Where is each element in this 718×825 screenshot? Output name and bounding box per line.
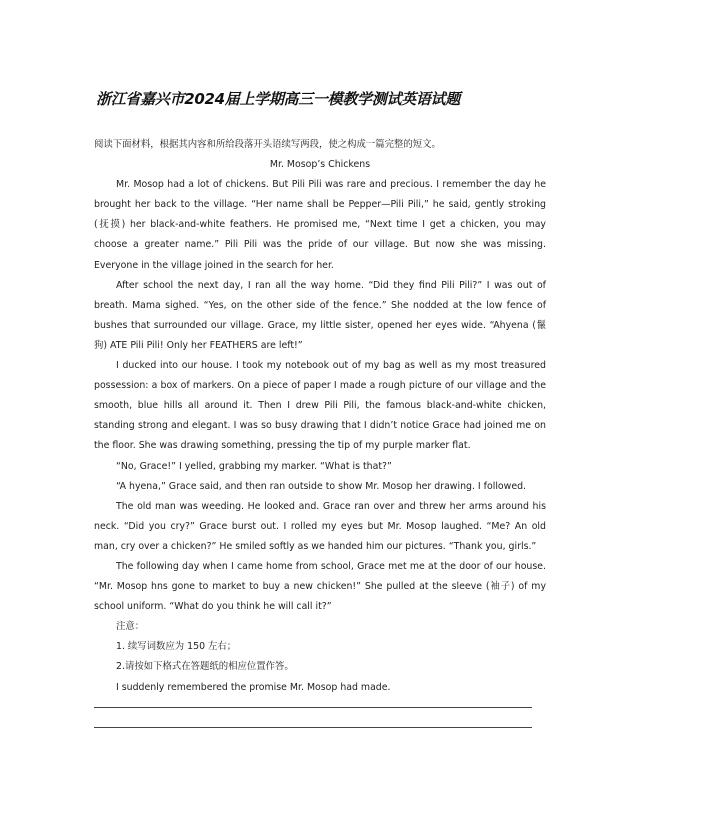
story-paragraph: After school the next day, I ran all the way home. “Did they find Pili Pili?” I was out of breath. Mama sighed. “Yes, on the other side of the fence.” She nodded at the low fence of bushes that surrounded our village. Grace, my little sister, opened her eyes wide. “Ahyena (鬣狗) ATE Pili Pili! Only her FEATHERS are left!” [94, 279, 546, 351]
note-item: 1. 续写词数应为 150 左右； [116, 641, 237, 653]
story-paragraph: “No, Grace!” I yelled, grabbing my marker. “What is that?” [116, 460, 392, 472]
story-paragraph: The following day when I came home from school, Grace met me at the door of our house. “Mr. Mosop hns gone to market to buy a new chicken!” She pulled at the sleeve (袖子) of my school uniform. “What do you think he will call it?” [94, 560, 546, 613]
story-paragraph: The old man was weeding. He looked and. Grace ran over and threw her arms around his neck. “Did you cry?” Grace burst out. I rolled my eyes but Mr. Mosop laughed. “Me? An old man, cry over a chicken?” He smiled softly as we handed him our pictures. “Thank you, girls.” [94, 500, 546, 552]
story-paragraph: “A hyena,” Grace said, and then ran outside to show Mr. Mosop her drawing. I followed. [116, 480, 527, 492]
story-paragraph: I ducked into our house. I took my notebook out of my bag as well as my most treasured possession: a box of markers. On a piece of paper I made a rough picture of our village and the smooth, blue hills all around it. Then I drew Pili Pili, the famous black-and-white chicken, standing strong and elegant. I was so busy drawing that I didn’t notice Grace had joined me on the floor. She was drawing something, pressing the tip of my purple marker flat. [94, 360, 546, 452]
note-item: 2.请按如下格式在答题纸的相应位置作答。 [116, 661, 294, 673]
exam-title: 浙江省嘉兴市2024届上学期高三一模教学测试英语试题 [96, 90, 460, 108]
answer-line[interactable] [94, 727, 532, 728]
story-paragraph: Mr. Mosop had a lot of chickens. But Pili Pili was rare and precious. I remember the day he brought her back to the village. “Her name shall be Pepper—Pili Pili,” he said, gently stroking (抚摸) her black-and-white feathers. He promised me, “Next time I get a chicken, you may choose a greater name.” Pili Pili was the pride of our village. But now she was missing. Everyone in the village joined in the search for her. [94, 179, 546, 271]
answer-lines [94, 707, 532, 747]
notes-label: 注意： [116, 621, 145, 633]
document-body [94, 135, 546, 698]
instruction-text: 阅读下面材料，根据其内容和所给段落开头语续写两段，使之构成一篇完整的短文。 [94, 139, 441, 150]
answer-line[interactable] [94, 707, 532, 708]
story-title: Mr. Mosop’s Chickens [269, 159, 371, 171]
continuation-prompt: I suddenly remembered the promise Mr. Mosop had made. [116, 681, 391, 693]
